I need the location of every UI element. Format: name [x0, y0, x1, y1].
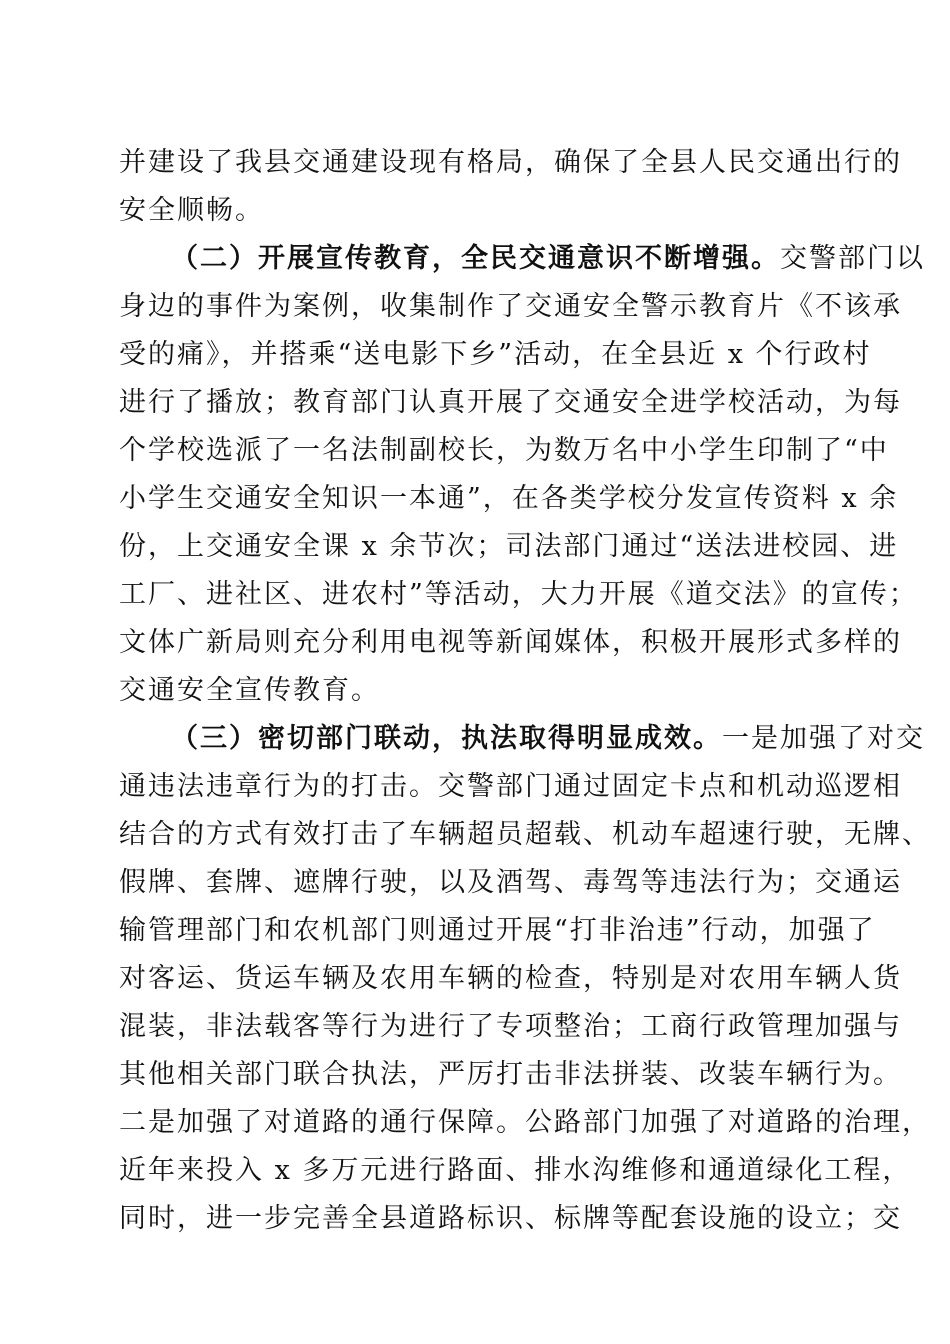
text-line: 并建设了我县交通建设现有格局，确保了全县人民交通出行的: [119, 147, 902, 178]
text-line: 工厂、进社区、进农村”等活动，大力开展《道交法》的宣传；: [119, 579, 918, 610]
text-line: 近年来投入 x 多万元进行路面、排水沟维修和通道绿化工程，: [119, 1155, 912, 1186]
text-line: 个学校选派了一名法制副校长，为数万名中小学生印制了“中: [119, 435, 889, 466]
section-3-heading: （三）密切部门联动，执法取得明显成效。: [171, 723, 722, 754]
text-line: 小学生交通安全知识一本通”，在各类学校分发宣传资料 x 余: [119, 483, 899, 514]
text-line: 结合的方式有效打击了车辆超员超载、机动车超速行驶，无牌、: [119, 819, 931, 850]
section-3-first-line: [171, 719, 925, 759]
text-line: 文体广新局则充分利用电视等新闻媒体，积极开展形式多样的: [119, 627, 902, 658]
text-line: 进行了播放；教育部门认真开展了交通安全进学校活动，为每: [119, 387, 902, 418]
text-line: 份，上交通安全课 x 余节次；司法部门通过“送法进校园、进: [119, 531, 899, 562]
section-2-first-line: [171, 239, 925, 279]
text-line: 身边的事件为案例，收集制作了交通安全警示教育片《不该承: [119, 291, 902, 322]
text-line: 受的痛》，并搭乘“送电影下乡”活动，在全县近 x 个行政村: [119, 339, 872, 370]
text-line: 二是加强了对道路的通行保障。公路部门加强了对道路的治理，: [119, 1107, 931, 1138]
text-line: 输管理部门和农机部门则通过开展“打非治违”行动，加强了: [119, 915, 876, 946]
section-2-heading: （二）开展宣传教育，全民交通意识不断增强。: [171, 243, 780, 274]
text-line: 安全顺畅。: [119, 195, 264, 226]
text-line: 通违法违章行为的打击。交警部门通过固定卡点和机动巡逻相: [119, 771, 902, 802]
text-line: 其他相关部门联合执法，严厉打击非法拼装、改装车辆行为。: [119, 1059, 902, 1090]
text-line: 交通安全宣传教育。: [119, 675, 380, 706]
section-3-text: 一是加强了对交: [722, 723, 925, 754]
text-line: 假牌、套牌、遮牌行驶，以及酒驾、毒驾等违法行为；交通运: [119, 867, 902, 898]
section-2-text: 交警部门以: [780, 243, 925, 274]
text-line: 混装，非法载客等行为进行了专项整治；工商行政管理加强与: [119, 1011, 902, 1042]
text-line: 对客运、货运车辆及农用车辆的检查，特别是对农用车辆人货: [119, 963, 902, 994]
text-line: 同时，进一步完善全县道路标识、标牌等配套设施的设立；交: [119, 1203, 902, 1234]
